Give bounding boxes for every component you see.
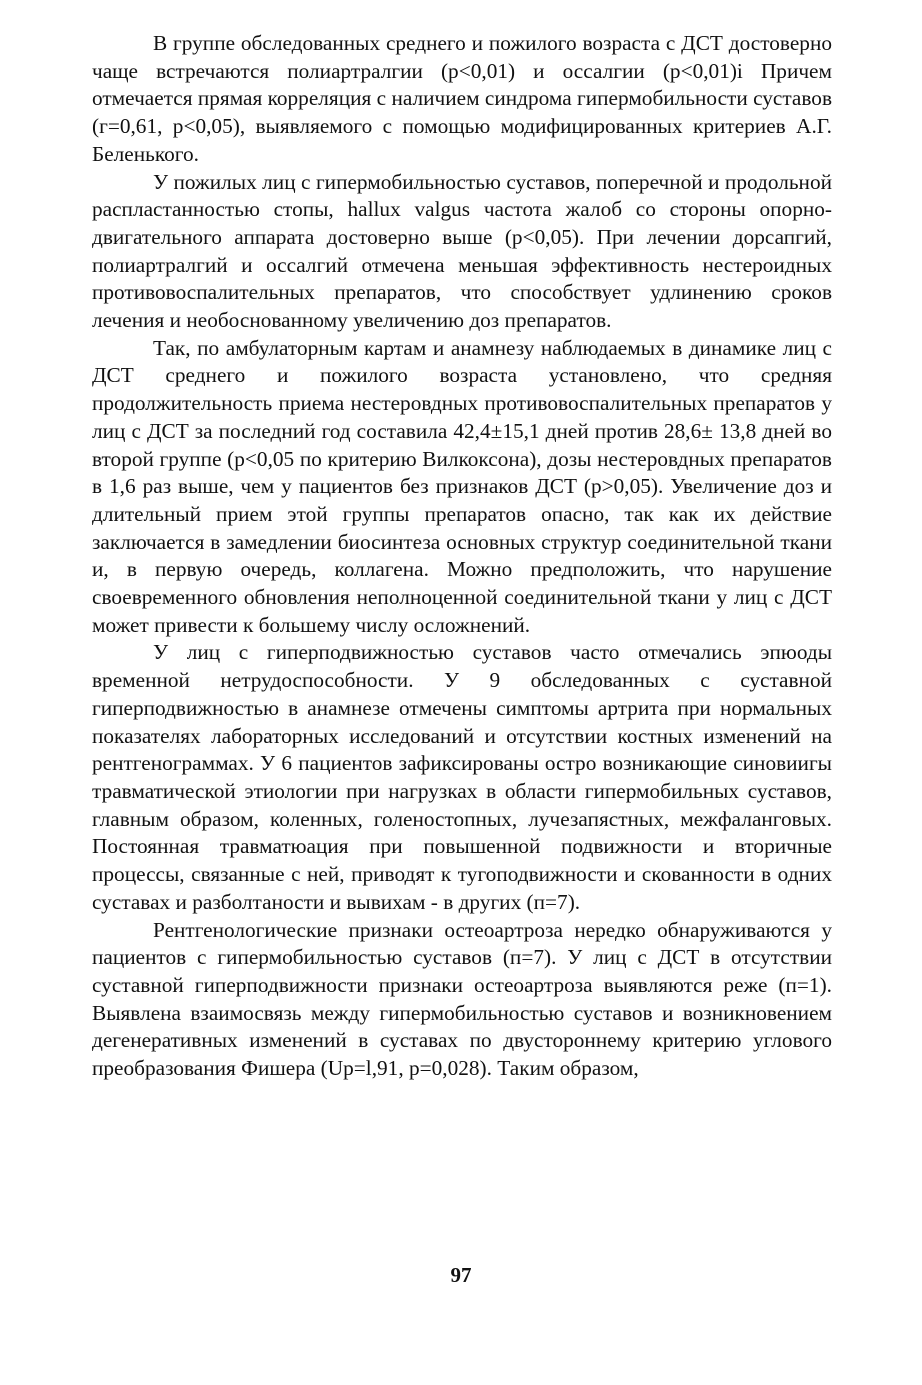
page-body xyxy=(92,30,832,1083)
paragraph-2: У пожилых лиц с гипермобильностью суставов, поперечной и продольной распластанностью стопы, hallux valgus частота жалоб со стороны опорно-двигательного аппарата достоверно выше (р<0,05). При лечении дорсапгий, полиартралгий и оссалгий отмечена меньшая эффективность нестероидных противовоспалительных препаратов, что способствует удлинению сроков лечения и необоснованному увеличению доз препаратов. xyxy=(92,169,832,333)
paragraph-4: У лиц с гиперподвижностью суставов часто отмечались эпюоды временной нетрудоспособности. У 9 обследованных с суставной гиперподвижностью в анамнезе отмечены симптомы артрита при нормальных показателях лабораторных исследований и отсутствии костных изменений на рентгенограммах. У 6 пациентов зафиксированы остро возникающие синовиигы травматической этиологии при нагрузках в области гипермобильных суставов, главным образом, коленных, голеностопных, лучезапястных, межфаланговых. Постоянная травматюация при повышенной подвижности и вторичные процессы, связанные с ней, приводят к тугоподвижности и скованности в одних суставах и разболтаности и вывихам - в других (п=7). xyxy=(92,640,832,914)
paragraph-1: В группе обследованных среднего и пожилого возраста с ДСТ достоверно чаще встречаются полиартралгии (р<0,01) и оссалгии (р<0,01)i Причем отмечается прямая корреляция с наличием синдрома гипермобильности суставов (г=0,61, р<0,05), выявляемого с помощью модифицированных критериев А.Г. Беленького. xyxy=(92,31,832,166)
paragraph-3: Так, по амбулаторным картам и анамнезу наблюдаемых в динамике лиц с ДСТ среднего и пожилого возраста установлено, что средняя продолжительность приема нестеровдных противовоспалительных препаратов у лиц с ДСТ за последний год составила 42,4±15,1 дней против 28,6± 13,8 дней во второй группе (р<0,05 по критерию Вилкоксона), дозы нестеровдных препаратов в 1,6 раз выше, чем у пациентов без признаков ДСТ (р>0,05). Увеличение доз и длительный прием этой группы препаратов опасно, так как их действие заключается в замедлении биосинтеза основных структур соединительной ткани и, в первую очередь, коллагена. Можно предположить, что нарушение своевременного обновления неполноценной соединительной ткани у лиц с ДСТ может привести к большему числу осложнений. xyxy=(92,335,832,637)
paragraph-5: Рентгенологические признаки остеоартроза нередко обнаруживаются у пациентов с гипермобильностью суставов (п=7). У лиц с ДСТ в отсутствии суставной гиперподвижности признаки остеоартроза выявляются реже (п=1). Выявлена взаимосвязь между гипермобильностью суставов и возникновением дегенеративных изменений в суставах по двустороннему критерию углового преобразования Фишера (Uр=l,91, р=0,028). Таким образом, xyxy=(92,917,832,1081)
page-number: 97 xyxy=(450,1263,472,1287)
